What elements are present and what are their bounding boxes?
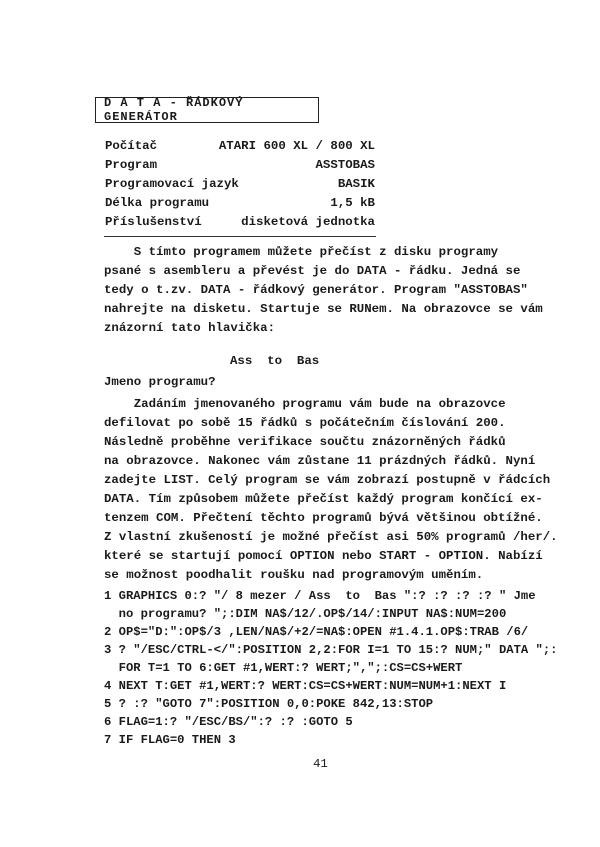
body-line: Následně proběhne verifikace součtu znázorněných řádků [104, 435, 506, 449]
spec-row-language [105, 177, 375, 196]
spec-row-program [105, 158, 375, 177]
code-line: 4 NEXT T:GET #1,WERT:? WERT:CS=CS+WERT:NUM=NUM+1:NEXT I [104, 679, 507, 693]
spec-label: Délka programu [105, 196, 210, 210]
code-line: 6 FLAG=1:? "/ESC/BS/":? :? :GOTO 5 [104, 715, 353, 729]
screen-prompt: Jmeno programu? [104, 375, 216, 389]
spec-label: Počítač [105, 139, 158, 153]
page-number: 41 [313, 757, 328, 771]
spec-value: disketová jednotka [241, 215, 375, 229]
code-line: 3 ? "/ESC/CTRL-</":POSITION 2,2:FOR I=1 TO 15:? NUM;" DATA ";: [104, 643, 558, 657]
intro-line: nahrejte na disketu. Startuje se RUNem. Na obrazovce se vám [104, 302, 543, 316]
spec-value: 1,5 kB [330, 196, 375, 210]
code-line: 7 IF FLAG=0 THEN 3 [104, 733, 236, 747]
body-line: na obrazovce. Nakonec vám zůstane 11 prázdných řádků. Nyní [104, 454, 536, 468]
code-line: no programu? ";:DIM NA$/12/.OP$/14/:INPUT NA$:NUM=200 [104, 607, 507, 621]
spec-row-length [105, 196, 375, 215]
spec-label: Příslušenství [105, 215, 202, 229]
intro-line: S tímto programem můžete přečíst z disku programy [104, 245, 499, 259]
code-line: 1 GRAPHICS 0:? "/ 8 mezer / Ass to Bas ":? :? :? :? " Jme [104, 589, 536, 603]
body-line: tenzem COM. Přečtení těchto programů bývá většinou obtížné. [104, 511, 543, 525]
body-line: zadejte LIST. Celý program se vám zobrazí postupně v řádcích [104, 473, 551, 487]
spec-label: Programovací jazyk [105, 177, 239, 191]
spec-value: ATARI 600 XL / 800 XL [218, 139, 375, 153]
code-line: 2 OP$="D:":OP$/3 ,LEN/NA$/+2/=NA$:OPEN #1.4.1.OP$:TRAB /6/ [104, 625, 529, 639]
spec-value: ASSTOBAS [315, 158, 375, 172]
intro-line: znázorní tato hlavička: [104, 321, 276, 335]
spec-row-accessories [105, 215, 375, 234]
intro-line: tedy o t.zv. DATA - řádkový generátor. Program "ASSTOBAS" [104, 283, 528, 297]
spec-label: Program [105, 158, 158, 172]
spec-value: BASIK [337, 177, 375, 191]
code-line: 5 ? :? "GOTO 7":POSITION 0,0:POKE 842,13:STOP [104, 697, 434, 711]
body-line: se možnost poodhalit roušku nad programovým uměním. [104, 568, 484, 582]
intro-line: psané s asembleru a převést je do DATA - řádku. Jedná se [104, 264, 521, 278]
body-line: které se startují pomocí OPTION nebo START - OPTION. Nabízí [104, 549, 543, 563]
body-line: defilovat po sobě 15 řádků s počátečním číslování 200. [104, 416, 506, 430]
body-line: Zadáním jmenovaného programu vám bude na obrazovce [104, 397, 506, 411]
spec-row-computer [105, 139, 375, 158]
article-title: D A T A - ŘÁDKOVÝ GENERÁTOR [95, 97, 319, 123]
screen-header: Ass to Bas [230, 354, 320, 368]
code-line: FOR T=1 TO 6:GET #1,WERT:? WERT;",";:CS=CS+WERT [104, 661, 463, 675]
spec-divider [104, 236, 376, 237]
body-line: DATA. Tím způsobem můžete přečíst každý program končící ex- [104, 492, 543, 506]
body-line: Z vlastní zkušeností je možné přečíst asi 50% programů /her/. [104, 530, 558, 544]
